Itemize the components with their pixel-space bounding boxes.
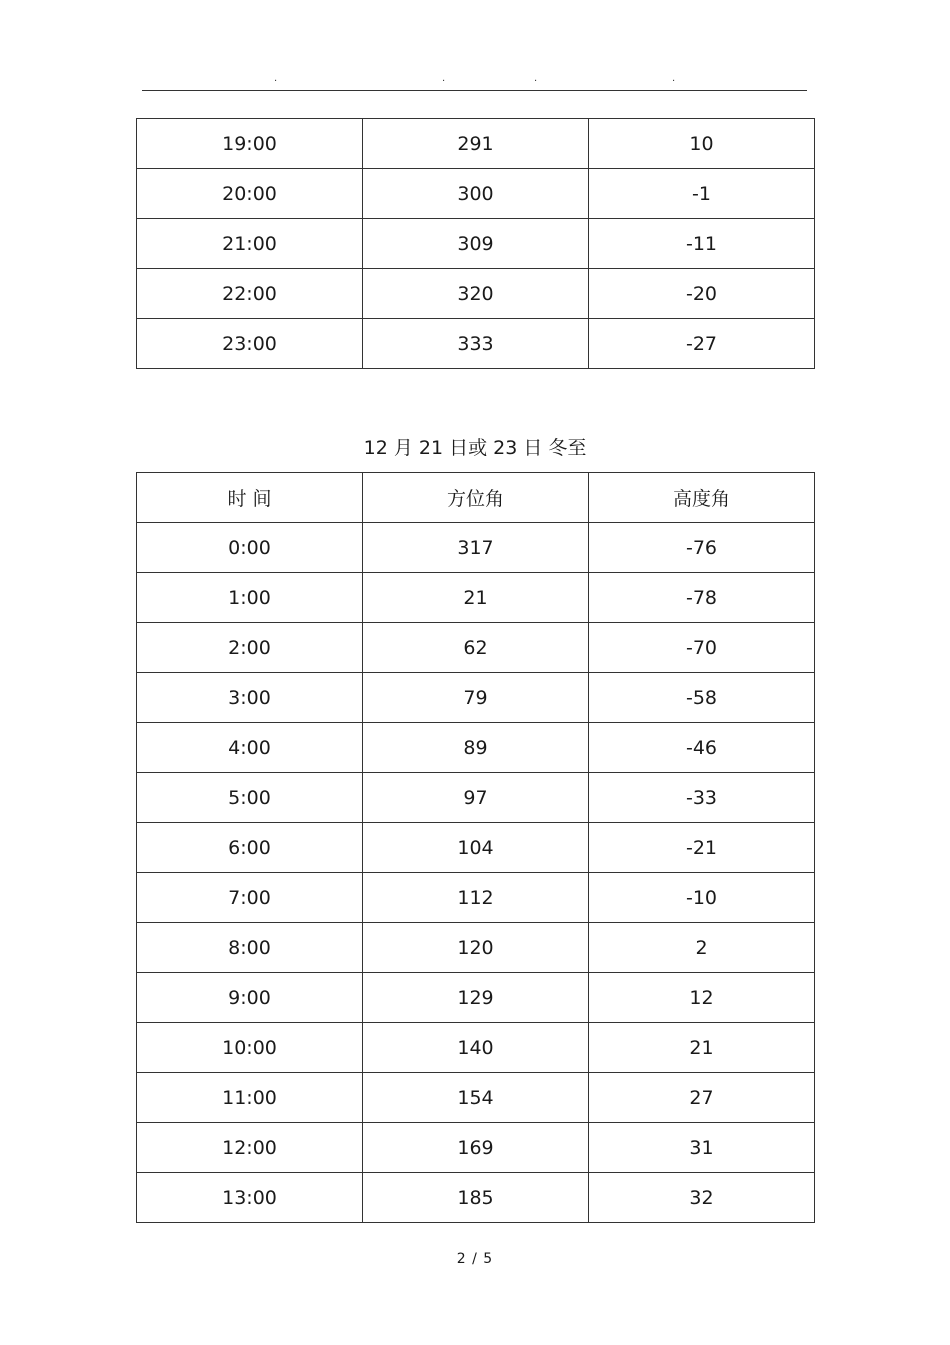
- azimuth-cell: 333: [363, 319, 589, 369]
- altitude-cell: 21: [589, 1023, 815, 1073]
- time-cell: 23:00: [137, 319, 363, 369]
- table-row: [137, 169, 815, 219]
- time-cell: 6:00: [137, 823, 363, 873]
- altitude-cell: -76: [589, 523, 815, 573]
- time-cell: 9:00: [137, 973, 363, 1023]
- altitude-cell: -46: [589, 723, 815, 773]
- time-cell: 11:00: [137, 1073, 363, 1123]
- altitude-cell: -1: [589, 169, 815, 219]
- altitude-cell: -58: [589, 673, 815, 723]
- winter-solstice-table: [136, 472, 815, 1223]
- table-row: [137, 973, 815, 1023]
- column-header-altitude: 高度角: [589, 473, 815, 523]
- azimuth-cell: 129: [363, 973, 589, 1023]
- altitude-cell: 12: [589, 973, 815, 1023]
- table-row: [137, 219, 815, 269]
- altitude-cell: 10: [589, 119, 815, 169]
- table-row: [137, 1073, 815, 1123]
- table-row: [137, 773, 815, 823]
- time-cell: 2:00: [137, 623, 363, 673]
- time-cell: 1:00: [137, 573, 363, 623]
- page-number: 2 / 5: [456, 1251, 494, 1267]
- altitude-cell: 32: [589, 1173, 815, 1223]
- time-cell: 12:00: [137, 1123, 363, 1173]
- header-rule: [142, 90, 807, 91]
- table-row: [137, 269, 815, 319]
- header-dot: .: [442, 73, 446, 84]
- table-row: [137, 673, 815, 723]
- altitude-cell: -20: [589, 269, 815, 319]
- time-cell: 0:00: [137, 523, 363, 573]
- time-cell: 8:00: [137, 923, 363, 973]
- azimuth-cell: 89: [363, 723, 589, 773]
- column-header-azimuth: 方位角: [363, 473, 589, 523]
- azimuth-cell: 62: [363, 623, 589, 673]
- table-row: [137, 873, 815, 923]
- altitude-cell: -11: [589, 219, 815, 269]
- table-row: [137, 119, 815, 169]
- azimuth-cell: 120: [363, 923, 589, 973]
- azimuth-cell: 317: [363, 523, 589, 573]
- azimuth-cell: 300: [363, 169, 589, 219]
- table-row: [137, 723, 815, 773]
- azimuth-cell: 79: [363, 673, 589, 723]
- sun-position-table-continued: [136, 118, 815, 369]
- header-dot: .: [672, 73, 676, 84]
- column-header-time: 时 间: [137, 473, 363, 523]
- azimuth-cell: 169: [363, 1123, 589, 1173]
- table-header-row: [137, 473, 815, 523]
- altitude-cell: -27: [589, 319, 815, 369]
- header-dot: .: [534, 73, 538, 84]
- azimuth-cell: 154: [363, 1073, 589, 1123]
- table-row: [137, 823, 815, 873]
- altitude-cell: -78: [589, 573, 815, 623]
- time-cell: 10:00: [137, 1023, 363, 1073]
- altitude-cell: -70: [589, 623, 815, 673]
- altitude-cell: 31: [589, 1123, 815, 1173]
- header-dot: .: [274, 73, 278, 84]
- time-cell: 4:00: [137, 723, 363, 773]
- table-row: [137, 523, 815, 573]
- table-row: [137, 923, 815, 973]
- table-row: [137, 1173, 815, 1223]
- table-row: [137, 1123, 815, 1173]
- azimuth-cell: 97: [363, 773, 589, 823]
- section-title: 12 月 21 日或 23 日 冬至: [363, 437, 587, 459]
- azimuth-cell: 104: [363, 823, 589, 873]
- altitude-cell: -21: [589, 823, 815, 873]
- table-row: [137, 623, 815, 673]
- azimuth-cell: 112: [363, 873, 589, 923]
- altitude-cell: -33: [589, 773, 815, 823]
- time-cell: 5:00: [137, 773, 363, 823]
- time-cell: 3:00: [137, 673, 363, 723]
- table-row: [137, 1023, 815, 1073]
- azimuth-cell: 21: [363, 573, 589, 623]
- time-cell: 22:00: [137, 269, 363, 319]
- time-cell: 13:00: [137, 1173, 363, 1223]
- altitude-cell: 2: [589, 923, 815, 973]
- azimuth-cell: 309: [363, 219, 589, 269]
- azimuth-cell: 291: [363, 119, 589, 169]
- altitude-cell: 27: [589, 1073, 815, 1123]
- table-row: [137, 319, 815, 369]
- azimuth-cell: 185: [363, 1173, 589, 1223]
- azimuth-cell: 140: [363, 1023, 589, 1073]
- altitude-cell: -10: [589, 873, 815, 923]
- time-cell: 7:00: [137, 873, 363, 923]
- table-row: [137, 573, 815, 623]
- azimuth-cell: 320: [363, 269, 589, 319]
- time-cell: 21:00: [137, 219, 363, 269]
- time-cell: 19:00: [137, 119, 363, 169]
- time-cell: 20:00: [137, 169, 363, 219]
